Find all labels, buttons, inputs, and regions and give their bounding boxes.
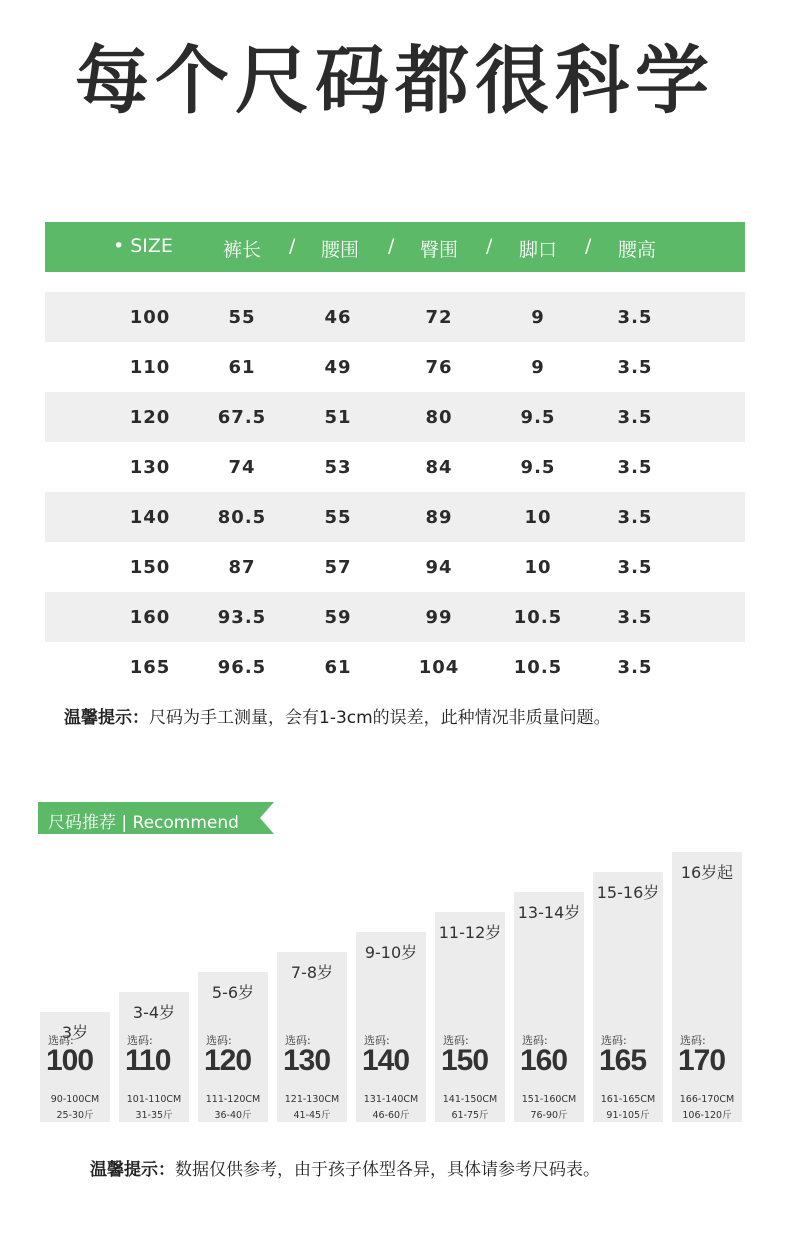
pick-size-label: 选码:	[443, 1034, 469, 1047]
weight-range: 91-105斤	[606, 1110, 650, 1121]
banner-notch	[260, 802, 274, 834]
table-header	[45, 222, 745, 272]
table-row	[45, 492, 745, 542]
cell-hem: 10	[524, 557, 552, 578]
cell-size: 130	[129, 457, 171, 478]
pick-size-label: 选码:	[127, 1034, 153, 1047]
cell-waist: 59	[324, 607, 352, 628]
cell-length: 87	[228, 557, 256, 578]
cell-rise: 3.5	[617, 507, 653, 528]
cell-length: 80.5	[217, 507, 267, 528]
weight-range: 61-75斤	[451, 1110, 489, 1121]
cell-waist: 46	[324, 307, 352, 328]
height-range: 101-110CM	[126, 1094, 182, 1105]
recommend-banner-label: 尺码推荐 | Recommend	[48, 813, 239, 833]
cell-hip: 84	[425, 457, 453, 478]
size-recommend-bar	[593, 872, 663, 1122]
height-range: 166-170CM	[679, 1094, 735, 1105]
pick-size-label: 选码:	[364, 1034, 390, 1047]
height-range: 151-160CM	[521, 1094, 577, 1105]
cell-length: 67.5	[217, 407, 267, 428]
pick-size-value: 160	[520, 1044, 568, 1077]
cell-hip: 104	[418, 657, 460, 678]
header-rise: 腰高	[618, 239, 657, 261]
cell-hip: 89	[425, 507, 453, 528]
header-waist: 腰围	[321, 239, 360, 261]
weight-range: 46-60斤	[372, 1110, 410, 1121]
size-table	[45, 292, 745, 692]
pick-size-value: 150	[441, 1044, 489, 1077]
table-row	[45, 342, 745, 392]
table-row	[45, 442, 745, 492]
weight-range: 31-35斤	[135, 1110, 173, 1121]
cell-rise: 3.5	[617, 307, 653, 328]
cell-size: 160	[129, 607, 171, 628]
page-title: 每个尺码都很科学	[75, 38, 715, 124]
age-range: 13-14岁	[517, 903, 581, 922]
size-recommend-bar	[356, 932, 426, 1122]
cell-rise: 3.5	[617, 607, 653, 628]
pick-size-label: 选码:	[680, 1034, 706, 1047]
cell-waist: 53	[324, 457, 352, 478]
table-row	[45, 592, 745, 642]
header-length: 裤长	[223, 239, 262, 261]
tip-text: 尺码为手工测量，会有1-3cm的误差，此种情况非质量问题。	[149, 708, 611, 728]
header-separator: /	[585, 235, 592, 257]
weight-range: 36-40斤	[214, 1110, 252, 1121]
header-separator: /	[289, 235, 296, 257]
header-hip: 臀围	[420, 239, 459, 261]
pick-size-value: 110	[125, 1044, 171, 1077]
size-recommend-bar	[435, 912, 505, 1122]
age-range: 15-16岁	[596, 883, 660, 902]
cell-length: 74	[228, 457, 256, 478]
age-range: 9-10岁	[364, 943, 418, 962]
cell-hem: 9.5	[520, 457, 556, 478]
cell-hem: 9.5	[520, 407, 556, 428]
tip-text: 数据仅供参考，由于孩子体型各异，具体请参考尺码表。	[175, 1160, 600, 1180]
tip-label: 温馨提示：	[90, 1160, 175, 1180]
cell-hip: 99	[425, 607, 453, 628]
cell-size: 165	[129, 657, 171, 678]
table-row	[45, 642, 745, 692]
age-range: 11-12岁	[438, 923, 502, 942]
header-separator: /	[388, 235, 395, 257]
size-recommend-bar	[40, 1012, 110, 1122]
cell-hip: 76	[425, 357, 453, 378]
recommend-banner	[38, 802, 274, 834]
size-recommend-bar	[672, 852, 742, 1122]
pick-size-value: 100	[46, 1044, 94, 1077]
height-range: 141-150CM	[442, 1094, 498, 1105]
cell-length: 93.5	[217, 607, 267, 628]
cell-length: 96.5	[217, 657, 267, 678]
height-range: 111-120CM	[205, 1094, 261, 1105]
cell-length: 55	[228, 307, 256, 328]
pick-size-label: 选码:	[285, 1034, 311, 1047]
age-range: 3-4岁	[132, 1003, 176, 1022]
pick-size-value: 165	[599, 1044, 647, 1077]
weight-range: 25-30斤	[56, 1110, 94, 1121]
header-separator: /	[486, 235, 493, 257]
cell-rise: 3.5	[617, 457, 653, 478]
cell-hem: 9	[531, 307, 545, 328]
age-range: 3岁	[61, 1023, 89, 1042]
height-range: 90-100CM	[50, 1094, 100, 1105]
cell-length: 61	[228, 357, 256, 378]
reference-tip	[90, 1155, 790, 1180]
cell-size: 100	[129, 307, 171, 328]
size-recommend-bar	[514, 892, 584, 1122]
size-recommend-bar	[198, 972, 268, 1122]
header-size: • SIZE	[113, 235, 173, 257]
height-range: 131-140CM	[363, 1094, 419, 1105]
cell-hip: 94	[425, 557, 453, 578]
age-range: 7-8岁	[290, 963, 334, 982]
cell-waist: 51	[324, 407, 352, 428]
cell-hip: 72	[425, 307, 453, 328]
cell-hem: 10.5	[513, 657, 563, 678]
age-range: 5-6岁	[211, 983, 255, 1002]
measurement-tip	[64, 703, 764, 728]
pick-size-value: 140	[362, 1044, 410, 1077]
table-row	[45, 392, 745, 442]
cell-size: 110	[129, 357, 171, 378]
age-range: 16岁起	[680, 863, 734, 882]
cell-rise: 3.5	[617, 557, 653, 578]
cell-waist: 57	[324, 557, 352, 578]
height-range: 121-130CM	[284, 1094, 340, 1105]
pick-size-label: 选码:	[601, 1034, 627, 1047]
cell-hem: 10	[524, 507, 552, 528]
table-row	[45, 542, 745, 592]
table-row	[45, 292, 745, 342]
header-hem: 脚口	[519, 239, 558, 261]
cell-hem: 9	[531, 357, 545, 378]
weight-range: 106-120斤	[682, 1110, 732, 1121]
cell-waist: 61	[324, 657, 352, 678]
cell-size: 120	[129, 407, 171, 428]
cell-size: 140	[129, 507, 171, 528]
cell-waist: 49	[324, 357, 352, 378]
cell-size: 150	[129, 557, 171, 578]
weight-range: 76-90斤	[530, 1110, 568, 1121]
pick-size-label: 选码:	[48, 1034, 74, 1047]
cell-hem: 10.5	[513, 607, 563, 628]
pick-size-label: 选码:	[206, 1034, 232, 1047]
pick-size-value: 170	[678, 1044, 726, 1077]
pick-size-label: 选码:	[522, 1034, 548, 1047]
pick-size-value: 130	[283, 1044, 331, 1077]
cell-rise: 3.5	[617, 657, 653, 678]
cell-hip: 80	[425, 407, 453, 428]
size-recommend-bar	[277, 952, 347, 1122]
cell-rise: 3.5	[617, 357, 653, 378]
size-recommend-bar	[119, 992, 189, 1122]
cell-waist: 55	[324, 507, 352, 528]
height-range: 161-165CM	[600, 1094, 656, 1105]
cell-rise: 3.5	[617, 407, 653, 428]
tip-label: 温馨提示：	[64, 708, 149, 728]
pick-size-value: 120	[204, 1044, 252, 1077]
weight-range: 41-45斤	[293, 1110, 331, 1121]
